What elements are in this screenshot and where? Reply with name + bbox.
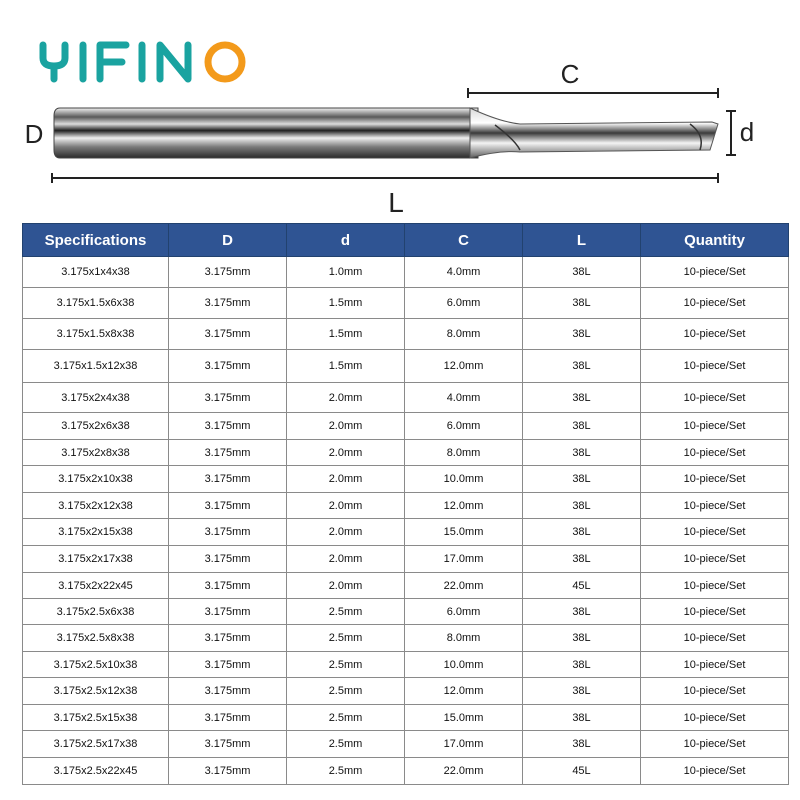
spec-table: [22, 223, 789, 785]
table-row: [23, 350, 789, 383]
table-body: [23, 257, 789, 785]
cell-c: 15.0mm: [405, 519, 523, 546]
table-row: [23, 519, 789, 546]
tool-flute: [470, 108, 718, 158]
cell-d-small: 1.5mm: [287, 319, 405, 350]
cell-d-small: 2.0mm: [287, 413, 405, 440]
cell-spec: 3.175x2.5x22x45: [23, 758, 169, 785]
table-row: [23, 731, 789, 758]
table-row: [23, 573, 789, 599]
table-header-row: [23, 224, 789, 257]
cell-spec: 3.175x2x8x38: [23, 440, 169, 466]
cell-d-small: 2.5mm: [287, 599, 405, 625]
cell-l: 38L: [523, 731, 641, 758]
cell-c: 12.0mm: [405, 678, 523, 705]
table-row: [23, 413, 789, 440]
cell-spec: 3.175x2.5x15x38: [23, 705, 169, 731]
cell-c: 8.0mm: [405, 625, 523, 652]
column-header-spec: Specifications: [23, 224, 169, 257]
table-row: [23, 319, 789, 350]
cell-quantity: 10-piece/Set: [641, 466, 789, 493]
cell-spec: 3.175x2.5x10x38: [23, 652, 169, 678]
cell-d-large: 3.175mm: [169, 383, 287, 413]
table-row: [23, 493, 789, 519]
cell-d-large: 3.175mm: [169, 758, 287, 785]
cell-d-small: 2.0mm: [287, 519, 405, 546]
cell-quantity: 10-piece/Set: [641, 678, 789, 705]
cell-c: 6.0mm: [405, 599, 523, 625]
cell-quantity: 10-piece/Set: [641, 758, 789, 785]
cell-spec: 3.175x2.5x8x38: [23, 625, 169, 652]
cell-quantity: 10-piece/Set: [641, 599, 789, 625]
column-header-quantity: Quantity: [641, 224, 789, 257]
cell-l: 38L: [523, 383, 641, 413]
cell-spec: 3.175x2x4x38: [23, 383, 169, 413]
cell-d-small: 2.5mm: [287, 652, 405, 678]
cell-quantity: 10-piece/Set: [641, 493, 789, 519]
cell-quantity: 10-piece/Set: [641, 257, 789, 288]
cell-c: 6.0mm: [405, 288, 523, 319]
cell-c: 12.0mm: [405, 350, 523, 383]
cell-d-small: 1.5mm: [287, 288, 405, 319]
cell-quantity: 10-piece/Set: [641, 573, 789, 599]
cell-d-large: 3.175mm: [169, 440, 287, 466]
cell-d-small: 1.0mm: [287, 257, 405, 288]
cell-l: 38L: [523, 705, 641, 731]
cell-quantity: 10-piece/Set: [641, 288, 789, 319]
cell-d-large: 3.175mm: [169, 493, 287, 519]
cell-d-small: 1.5mm: [287, 350, 405, 383]
cell-d-large: 3.175mm: [169, 413, 287, 440]
cell-d-large: 3.175mm: [169, 731, 287, 758]
cell-l: 45L: [523, 573, 641, 599]
cell-quantity: 10-piece/Set: [641, 519, 789, 546]
table-row: [23, 705, 789, 731]
cell-l: 38L: [523, 493, 641, 519]
cell-spec: 3.175x2x17x38: [23, 546, 169, 573]
cell-l: 38L: [523, 625, 641, 652]
cell-l: 38L: [523, 257, 641, 288]
cell-l: 38L: [523, 350, 641, 383]
cell-d-large: 3.175mm: [169, 319, 287, 350]
cell-quantity: 10-piece/Set: [641, 625, 789, 652]
cell-d-small: 2.5mm: [287, 678, 405, 705]
cell-d-small: 2.5mm: [287, 705, 405, 731]
cell-spec: 3.175x2x12x38: [23, 493, 169, 519]
table-row: [23, 546, 789, 573]
cell-l: 38L: [523, 678, 641, 705]
table-row: [23, 678, 789, 705]
cell-spec: 3.175x2x15x38: [23, 519, 169, 546]
cell-c: 22.0mm: [405, 758, 523, 785]
table-row: [23, 652, 789, 678]
cell-d-small: 2.0mm: [287, 573, 405, 599]
label-d-large: D: [24, 119, 44, 149]
cell-quantity: 10-piece/Set: [641, 546, 789, 573]
cell-l: 38L: [523, 413, 641, 440]
cell-c: 8.0mm: [405, 440, 523, 466]
cell-l: 45L: [523, 758, 641, 785]
cell-quantity: 10-piece/Set: [641, 383, 789, 413]
cell-spec: 3.175x1.5x12x38: [23, 350, 169, 383]
table-row: [23, 440, 789, 466]
cell-d-small: 2.5mm: [287, 731, 405, 758]
cell-quantity: 10-piece/Set: [641, 440, 789, 466]
column-header-c: C: [405, 224, 523, 257]
cell-l: 38L: [523, 546, 641, 573]
cell-quantity: 10-piece/Set: [641, 319, 789, 350]
cell-quantity: 10-piece/Set: [641, 731, 789, 758]
tool-shank: [54, 108, 478, 158]
cell-spec: 3.175x2.5x12x38: [23, 678, 169, 705]
cell-d-large: 3.175mm: [169, 546, 287, 573]
cell-quantity: 10-piece/Set: [641, 652, 789, 678]
cell-d-large: 3.175mm: [169, 257, 287, 288]
cell-spec: 3.175x1x4x38: [23, 257, 169, 288]
label-c: C: [560, 59, 580, 89]
column-header-l: L: [523, 224, 641, 257]
table-row: [23, 758, 789, 785]
dimension-d-small-line: [726, 111, 736, 155]
cell-d-small: 2.0mm: [287, 466, 405, 493]
cell-c: 10.0mm: [405, 466, 523, 493]
cell-d-large: 3.175mm: [169, 519, 287, 546]
table-row: [23, 288, 789, 319]
cell-quantity: 10-piece/Set: [641, 413, 789, 440]
table-row: [23, 625, 789, 652]
cell-c: 10.0mm: [405, 652, 523, 678]
cell-d-large: 3.175mm: [169, 705, 287, 731]
cell-d-large: 3.175mm: [169, 466, 287, 493]
cell-d-large: 3.175mm: [169, 350, 287, 383]
cell-l: 38L: [523, 319, 641, 350]
table-row: [23, 257, 789, 288]
cell-spec: 3.175x2.5x6x38: [23, 599, 169, 625]
cell-c: 4.0mm: [405, 257, 523, 288]
cell-d-small: 2.0mm: [287, 493, 405, 519]
cell-spec: 3.175x2.5x17x38: [23, 731, 169, 758]
cell-spec: 3.175x2x10x38: [23, 466, 169, 493]
label-l: L: [388, 187, 404, 218]
end-mill-diagram: [0, 0, 800, 222]
cell-l: 38L: [523, 599, 641, 625]
label-d-small: d: [739, 117, 755, 147]
cell-c: 17.0mm: [405, 731, 523, 758]
cell-spec: 3.175x2x6x38: [23, 413, 169, 440]
cell-c: 6.0mm: [405, 413, 523, 440]
cell-spec: 3.175x2x22x45: [23, 573, 169, 599]
cell-c: 4.0mm: [405, 383, 523, 413]
cell-l: 38L: [523, 288, 641, 319]
cell-l: 38L: [523, 519, 641, 546]
cell-d-small: 2.5mm: [287, 625, 405, 652]
cell-c: 8.0mm: [405, 319, 523, 350]
cell-d-large: 3.175mm: [169, 678, 287, 705]
table-row: [23, 383, 789, 413]
cell-l: 38L: [523, 652, 641, 678]
cell-quantity: 10-piece/Set: [641, 705, 789, 731]
column-header-d-large: D: [169, 224, 287, 257]
cell-d-small: 2.0mm: [287, 546, 405, 573]
column-header-d-small: d: [287, 224, 405, 257]
table-row: [23, 599, 789, 625]
cell-l: 38L: [523, 466, 641, 493]
cell-c: 22.0mm: [405, 573, 523, 599]
cell-d-large: 3.175mm: [169, 625, 287, 652]
cell-quantity: 10-piece/Set: [641, 350, 789, 383]
dimension-l-line: [52, 173, 718, 183]
cell-d-small: 2.5mm: [287, 758, 405, 785]
cell-d-large: 3.175mm: [169, 652, 287, 678]
cell-c: 15.0mm: [405, 705, 523, 731]
cell-c: 17.0mm: [405, 546, 523, 573]
cell-d-large: 3.175mm: [169, 288, 287, 319]
cell-spec: 3.175x1.5x6x38: [23, 288, 169, 319]
table-row: [23, 466, 789, 493]
cell-d-small: 2.0mm: [287, 440, 405, 466]
cell-l: 38L: [523, 440, 641, 466]
cell-c: 12.0mm: [405, 493, 523, 519]
cell-d-small: 2.0mm: [287, 383, 405, 413]
dimension-c-line: [468, 88, 718, 98]
cell-spec: 3.175x1.5x8x38: [23, 319, 169, 350]
cell-d-large: 3.175mm: [169, 599, 287, 625]
cell-d-large: 3.175mm: [169, 573, 287, 599]
